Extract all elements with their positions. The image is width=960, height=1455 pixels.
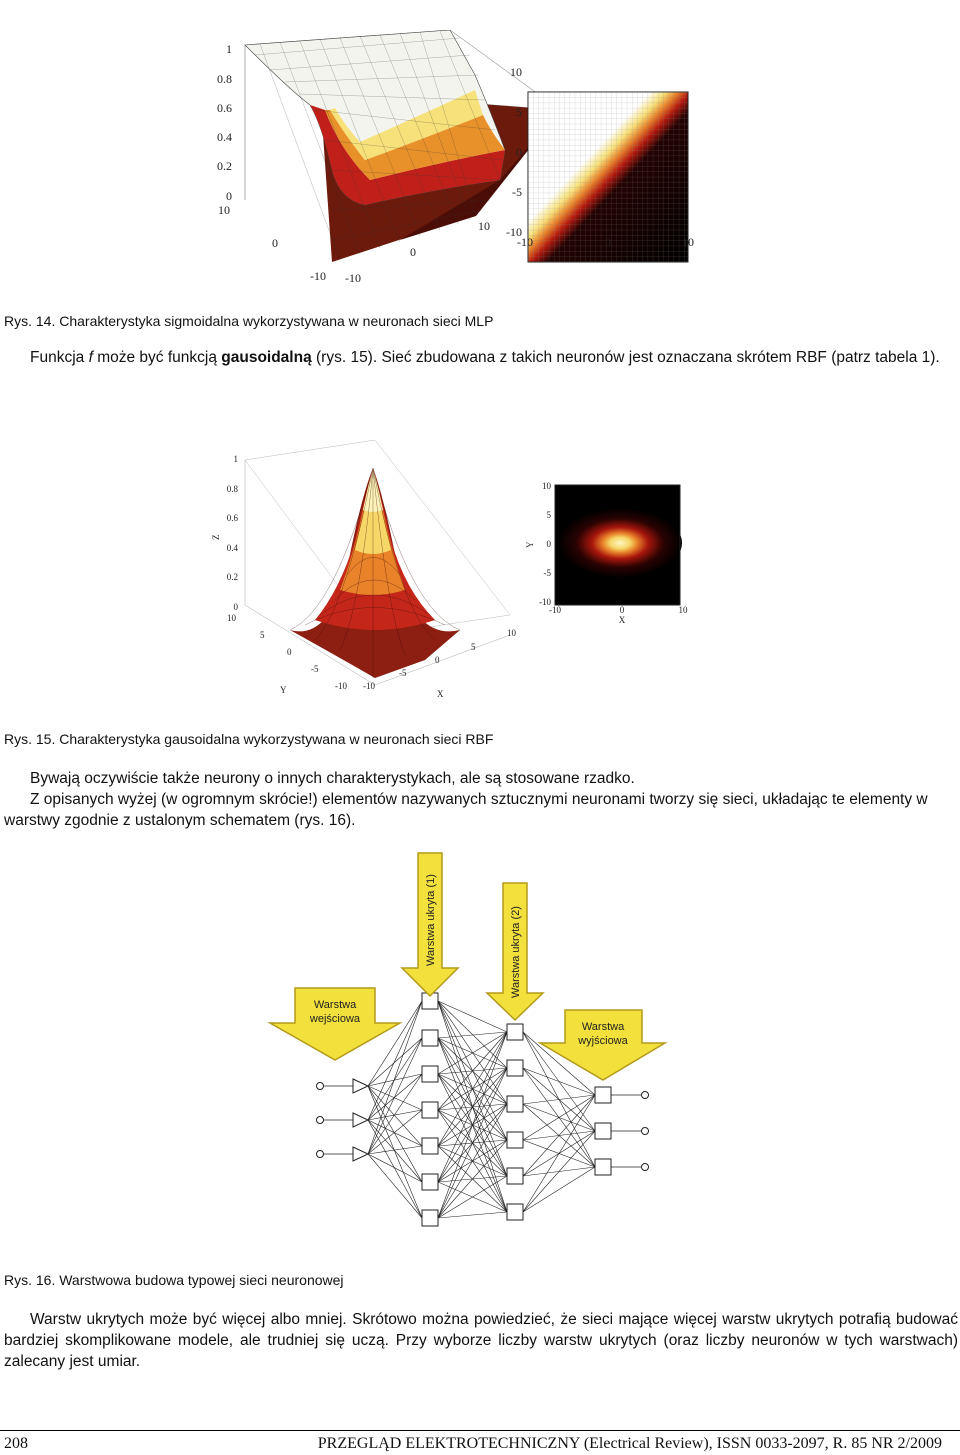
hidden1-neuron — [422, 1030, 438, 1046]
svg-text:-10: -10 — [549, 605, 561, 615]
hidden2-neuron — [507, 1096, 523, 1112]
svg-text:-5: -5 — [399, 668, 407, 678]
svg-text:0: 0 — [287, 647, 292, 657]
svg-text:wejściowa: wejściowa — [309, 1013, 361, 1025]
connection-input-hidden1 — [368, 1120, 422, 1218]
z-axis-ticks — [211, 454, 239, 612]
paragraph-rare-neurons: Bywają oczywiście także neurony o innych charakterystykach, ale są stosowane rzadko. — [30, 770, 635, 787]
svg-text:10: 10 — [218, 203, 230, 217]
svg-text:-5: -5 — [311, 664, 319, 674]
output-signal — [642, 1128, 649, 1135]
svg-text:-10: -10 — [345, 271, 361, 285]
input-neuron — [353, 1147, 368, 1161]
paragraph-layers: Z opisanych wyżej (w ogromnym skrócie!) elementów nazywanych sztucznymi neuronami tworzy się sieci, układając te elementy w warstwy zgodnie z ustalonym schematem (rys. 16). — [4, 791, 928, 829]
connection-hidden2-output — [523, 1068, 595, 1095]
svg-text:5: 5 — [546, 510, 551, 520]
hidden1-neuron — [422, 1102, 438, 1118]
arrow-hidden-layer-2 — [487, 883, 543, 1020]
gaussian-heatmap-y-label: Y — [525, 541, 535, 548]
input-signal — [317, 1151, 324, 1158]
connection-hidden2-output — [523, 1095, 595, 1176]
para1-text-1: Funkcja — [30, 349, 89, 366]
output-neuron — [595, 1159, 611, 1175]
gaussian-heatmap-x-label: X — [618, 615, 626, 625]
svg-text:0.4: 0.4 — [226, 543, 238, 553]
connection-hidden1-hidden2 — [438, 1032, 507, 1110]
connection-hidden1-hidden2 — [438, 1032, 507, 1182]
svg-text:0.8: 0.8 — [226, 484, 238, 494]
hidden1-neuron — [422, 1174, 438, 1190]
svg-text:-10: -10 — [310, 269, 326, 283]
svg-text:-5: -5 — [543, 568, 551, 578]
svg-text:-10: -10 — [517, 235, 533, 249]
para1-italic-f: f — [88, 349, 93, 366]
arrow-hidden-layer-1 — [402, 853, 458, 996]
svg-text:Warstwa ukryta (1): Warstwa ukryta (1) — [425, 874, 437, 966]
svg-text:wyjściowa: wyjściowa — [578, 1035, 628, 1047]
svg-text:0: 0 — [546, 539, 551, 549]
figure-14 — [200, 30, 720, 295]
svg-text:10: 10 — [227, 613, 236, 623]
svg-text:-10: -10 — [363, 681, 375, 691]
svg-text:0: 0 — [226, 189, 232, 203]
hidden2-neuron — [507, 1168, 523, 1184]
figure-16-network — [260, 848, 680, 1253]
svg-text:0: 0 — [272, 236, 278, 250]
figure-15-caption: Rys. 15. Charakterystyka gausoidalna wykorzystywana w neuronach sieci RBF — [4, 731, 494, 747]
svg-text:0: 0 — [619, 605, 625, 615]
connection-hidden1-hidden2 — [438, 1068, 507, 1218]
paragraph-hidden-layers: Warstw ukrytych może być więcej albo mniej. Skrótowo można powiedzieć, że sieci mające więcej warstw ukrytych potrafią budować bardziej skomplikowane modele, ale trudniej się uczą. Przy wyborze liczby warstw ukrytych (oraz liczby neuronów w tych warstwach) zalecany jest umiar. — [4, 1311, 958, 1370]
svg-text:0.6: 0.6 — [226, 513, 238, 523]
svg-text:10: 10 — [678, 605, 688, 615]
svg-text:0.4: 0.4 — [217, 130, 232, 144]
svg-text:10: 10 — [542, 481, 551, 491]
gaussian-heatmap-x-ticks — [549, 605, 688, 625]
hidden2-neuron — [507, 1132, 523, 1148]
svg-text:0.6: 0.6 — [217, 101, 232, 115]
input-neuron — [353, 1113, 368, 1127]
svg-text:Warstwa: Warstwa — [581, 1021, 625, 1033]
hidden2-neuron — [507, 1024, 523, 1040]
svg-text:0.2: 0.2 — [226, 572, 238, 582]
svg-text:0.8: 0.8 — [217, 72, 232, 86]
svg-text:-10: -10 — [335, 681, 347, 691]
svg-text:1: 1 — [226, 42, 232, 56]
svg-text:0: 0 — [233, 602, 238, 612]
svg-text:-10: -10 — [506, 225, 522, 239]
svg-text:0: 0 — [410, 245, 416, 259]
input-neuron — [353, 1079, 368, 1093]
network-connections — [368, 1001, 595, 1218]
svg-text:10: 10 — [510, 65, 522, 79]
journal-info: PRZEGLĄD ELEKTROTECHNICZNY (Electrical Review), ISSN 0033-2097, R. 85 NR 2/2009 — [317, 1435, 942, 1452]
page-number: 208 — [4, 1435, 28, 1452]
connection-hidden2-output — [523, 1095, 595, 1212]
svg-text:0: 0 — [605, 235, 611, 249]
svg-text:5: 5 — [471, 642, 476, 652]
svg-text:10: 10 — [478, 219, 490, 233]
connection-input-hidden1 — [368, 1120, 422, 1182]
output-signal — [642, 1164, 649, 1171]
svg-text:-10: -10 — [539, 597, 551, 607]
input-signal — [317, 1117, 324, 1124]
paragraph-rbf — [4, 347, 956, 368]
para1-text-3: (rys. 15). Sieć zbudowana z takich neuronów jest oznaczana skrótem RBF (patrz tabela 1). — [311, 349, 940, 366]
svg-text:10: 10 — [682, 235, 694, 249]
svg-text:1: 1 — [233, 454, 238, 464]
y-axis-label: Y — [280, 685, 287, 695]
connection-hidden2-output — [523, 1131, 595, 1212]
hidden1-neuron — [422, 1210, 438, 1226]
output-neuron — [595, 1123, 611, 1139]
output-signal — [642, 1092, 649, 1099]
connection-input-hidden1 — [368, 1074, 422, 1086]
figure-16-caption: Rys. 16. Warstwowa budowa typowej sieci neuronowej — [4, 1272, 344, 1288]
connection-input-hidden1 — [368, 1154, 422, 1218]
figure-14-caption: Rys. 14. Charakterystyka sigmoidalna wykorzystywana w neuronach sieci MLP — [4, 313, 494, 329]
connection-input-hidden1 — [368, 1086, 422, 1218]
output-neuron — [595, 1087, 611, 1103]
svg-text:-5: -5 — [512, 185, 522, 199]
svg-text:Warstwa ukryta (2): Warstwa ukryta (2) — [510, 906, 522, 998]
svg-text:0.2: 0.2 — [217, 159, 232, 173]
connection-input-hidden1 — [368, 1074, 422, 1120]
gaussian-heatmap — [555, 485, 682, 605]
connection-hidden1-hidden2 — [438, 1140, 507, 1218]
hidden2-neuron — [507, 1060, 523, 1076]
connection-hidden2-output — [523, 1095, 595, 1140]
gaussian-heatmap-y-ticks — [525, 481, 552, 607]
connection-input-hidden1 — [368, 1001, 422, 1086]
footer-rule — [0, 1430, 960, 1431]
connection-hidden2-output — [523, 1095, 595, 1104]
svg-text:0: 0 — [435, 655, 440, 665]
arrow-input-layer — [270, 988, 400, 1060]
svg-text:Warstwa: Warstwa — [313, 999, 357, 1011]
svg-text:10: 10 — [507, 628, 516, 638]
connection-input-hidden1 — [368, 1110, 422, 1120]
svg-text:5: 5 — [260, 630, 265, 640]
hidden1-neuron — [422, 1066, 438, 1082]
connection-input-hidden1 — [368, 1001, 422, 1120]
svg-text:5: 5 — [516, 105, 522, 119]
connection-input-hidden1 — [368, 1086, 422, 1182]
hidden1-neuron — [422, 1138, 438, 1154]
surface-z-axis-ticks — [217, 42, 232, 203]
connection-hidden2-output — [523, 1167, 595, 1212]
connection-hidden1-hidden2 — [438, 1001, 507, 1140]
input-signal — [317, 1083, 324, 1090]
connection-hidden1-hidden2 — [438, 1001, 507, 1068]
para1-bold-term: gausoidalną — [221, 349, 312, 366]
svg-text:0: 0 — [516, 145, 522, 159]
figure-15 — [195, 440, 715, 705]
connection-hidden1-hidden2 — [438, 1212, 507, 1218]
para1-text-2: może być funkcją — [92, 349, 222, 366]
z-axis-label: Z — [211, 534, 221, 540]
x-axis-label: X — [437, 689, 444, 699]
surface-y-axis-ticks — [218, 203, 326, 283]
arrow-output-layer — [540, 1010, 665, 1080]
hidden2-neuron — [507, 1204, 523, 1220]
